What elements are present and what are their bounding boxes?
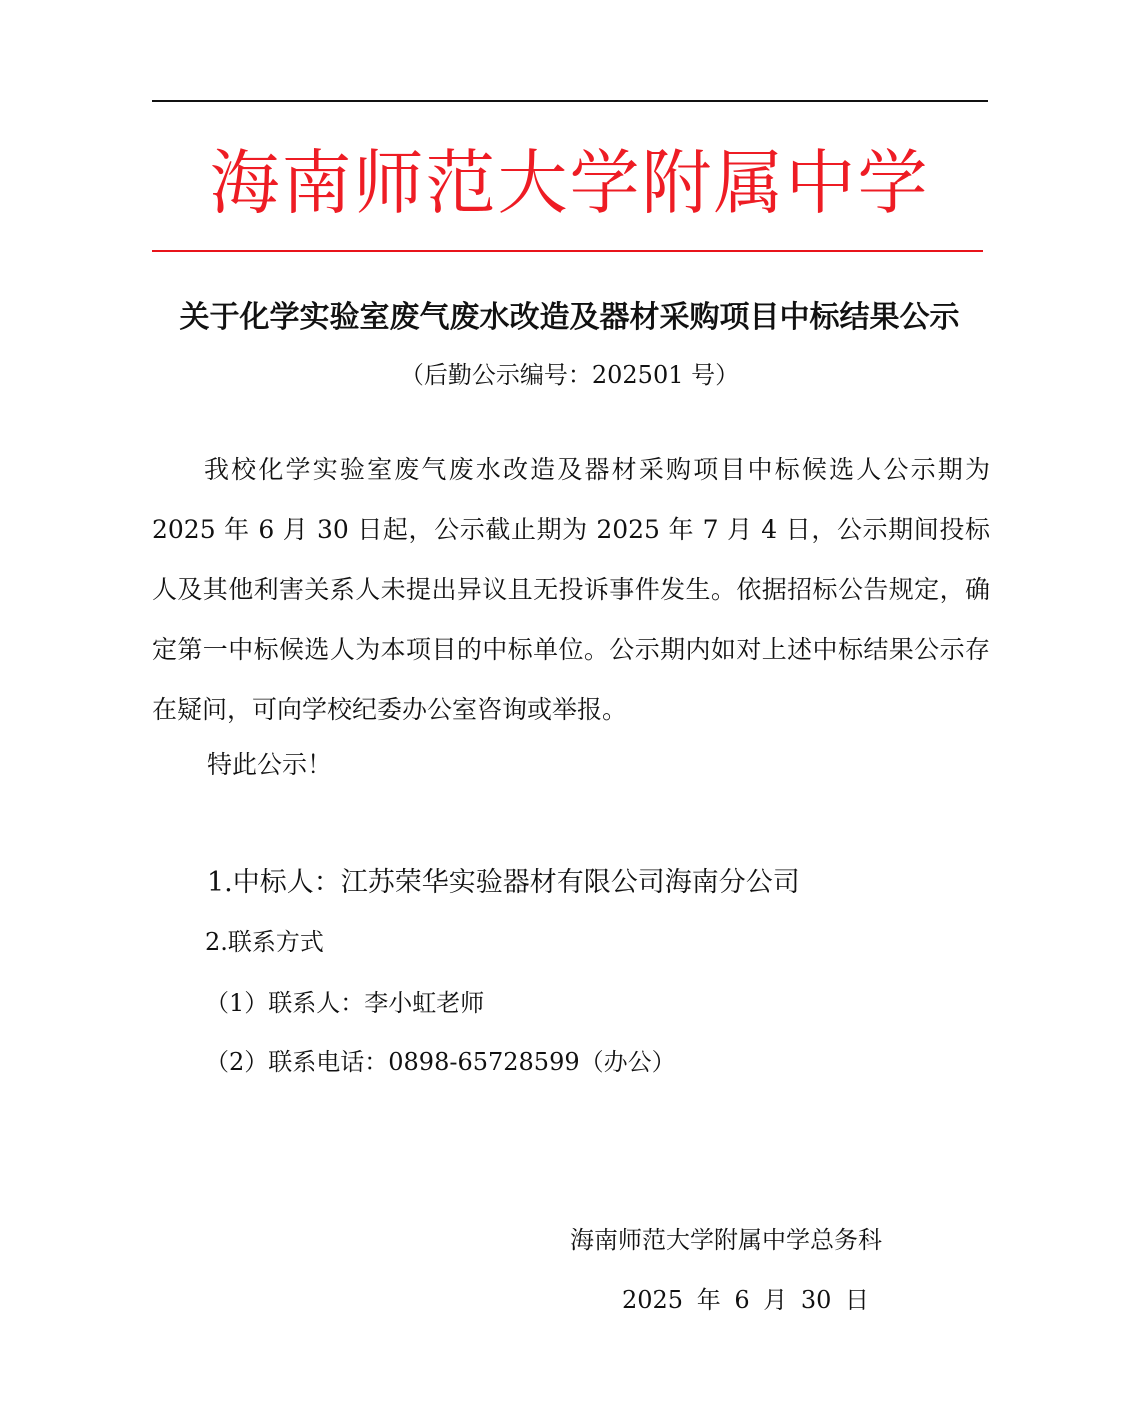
notice-body: 我校化学实验室废气废水改造及器材采购项目中标候选人公示期为 2025 年 6 月 30 日起，公示截止期为 2025 年 7 月 4 日，公示期间投标人及其他利害关系人未提出异议且无投诉事件发生。依据招标公告规定，确定第一中标候选人为本项目的中标单位。公示期内如对上述中标结果公示存在疑问，可向学校纪委办公室咨询或举报。 [152, 455, 990, 724]
notice-closing: 特此公示！ [207, 750, 333, 779]
contact-heading: 2.联系方式 [205, 928, 324, 956]
winning-bidder: 1.中标人：江苏荣华实验器材有限公司海南分公司 [207, 867, 800, 898]
notice-title: 关于化学实验室废气废水改造及器材采购项目中标结果公示 [179, 300, 960, 335]
contact-person: （1）联系人：李小虹老师 [205, 989, 485, 1017]
signature-date: 2025 年 6 月 30 日 [622, 1286, 870, 1314]
contact-phone: （2）联系电话：0898-65728599（办公） [205, 1048, 676, 1076]
signature-organization: 海南师范大学附属中学总务科 [570, 1226, 882, 1254]
red-divider [152, 250, 983, 252]
top-divider [152, 100, 988, 102]
notice-number: （后勤公示编号：202501 号） [399, 361, 740, 389]
organization-title: 海南师范大学附属中学 [209, 142, 930, 224]
